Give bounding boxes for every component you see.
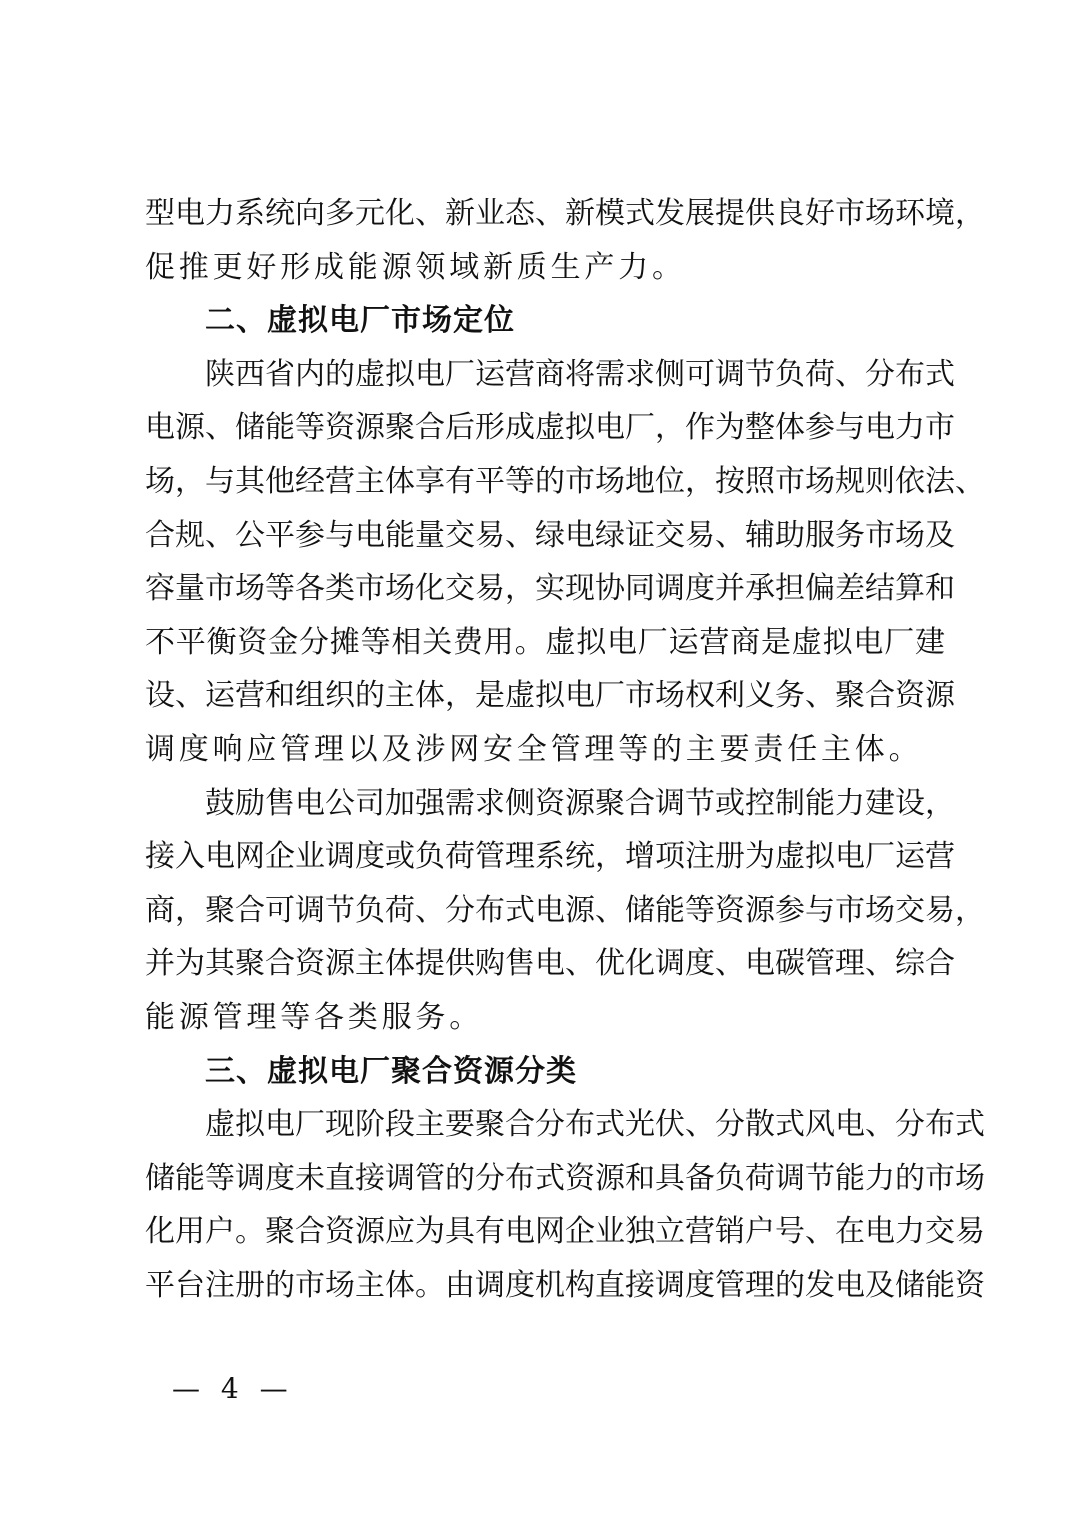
paragraph-line: 型电力系统向多元化、新业态、新模式发展提供良好市场环境， [145, 196, 985, 231]
paragraph-line: 能源管理等各类服务。 [145, 999, 483, 1035]
paragraph-line: 并为其聚合资源主体提供购售电、优化调度、电碳管理、综合 [145, 946, 955, 982]
paragraph-line: 设、运营和组织的主体，是虚拟电厂市场权利义务、聚合资源 [145, 678, 955, 714]
section-heading: 三、虚拟电厂聚合资源分类 [205, 1053, 577, 1089]
section-heading: 二、虚拟电厂市场定位 [205, 303, 515, 339]
paragraph-line: 促推更好形成能源领域新质生产力。 [145, 249, 686, 285]
paragraph-line: 鼓励售电公司加强需求侧资源聚合调节或控制能力建设， [205, 785, 955, 821]
paragraph-line: 不平衡资金分摊等相关费用。虚拟电厂运营商是虚拟电厂建 [145, 624, 945, 660]
paragraph-line: 合规、公平参与电能量交易、绿电绿证交易、辅助服务市场及 [145, 517, 955, 553]
paragraph-line: 商，聚合可调节负荷、分布式电源、储能等资源参与市场交易， [145, 892, 985, 928]
paragraph-line: 陕西省内的虚拟电厂运营商将需求侧可调节负荷、分布式 [205, 356, 955, 392]
page-number: — 4 — [172, 1372, 294, 1405]
paragraph-line: 接入电网企业调度或负荷管理系统，增项注册为虚拟电厂运营 [145, 839, 955, 875]
paragraph-line: 平台注册的市场主体。由调度机构直接调度管理的发电及储能资 [145, 1267, 985, 1303]
paragraph-line: 电源、储能等资源聚合后形成虚拟电厂，作为整体参与电力市 [145, 410, 955, 446]
paragraph-line: 调度响应管理以及涉网安全管理等的主要责任主体。 [145, 731, 923, 767]
paragraph-line: 容量市场等各类市场化交易，实现协同调度并承担偏差结算和 [145, 571, 955, 607]
paragraph-line: 虚拟电厂现阶段主要聚合分布式光伏、分散式风电、分布式 [205, 1107, 985, 1143]
paragraph-line: 化用户。聚合资源应为具有电网企业独立营销户号、在电力交易 [145, 1214, 985, 1250]
paragraph-line: 场，与其他经营主体享有平等的市场地位，按照市场规则依法、 [145, 463, 985, 499]
document-body [145, 187, 985, 1312]
paragraph-line: 储能等调度未直接调管的分布式资源和具备负荷调节能力的市场 [145, 1160, 985, 1196]
